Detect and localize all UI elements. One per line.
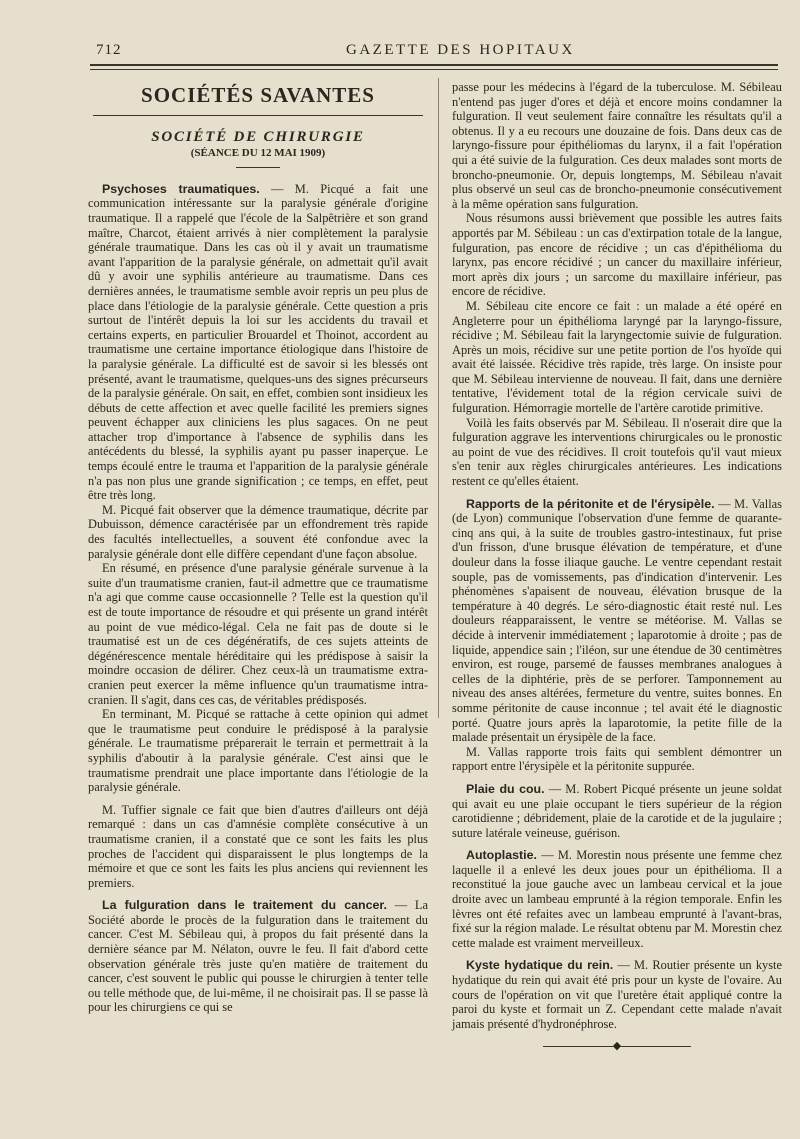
page-number: 712 bbox=[96, 42, 122, 58]
peritonite-paragraph-2: M. Vallas rapporte trois faits qui semblent démontrer un rapport entre l'érysipèle et la péritonite suppurée. bbox=[452, 744, 782, 774]
fulguration-paragraph-1 bbox=[88, 898, 428, 1015]
peritonite-text-1: — M. Vallas (de Lyon) communique l'observation d'une femme de quarante-cinq ans qui, à la suite de troubles gastro-intestinaux, fut prise d'un frisson, d'une brusque élévation de température, et d'une douleur dans la fosse iliaque gauche. Le ventre cependant restait souple, pas de vomissements, pas d'indication d'intervenir. Les phénomènes s'apaisent de nouveau, élévation brusque de la température à 40 degrés. Le séro-diagnostic était resté nul. Les douleurs réapparaissent, le ventre se météorise. M. Vallas se décide à intervenir immédiatement ; laparotomie à droite ; pas de liquide, appendice sain ; l'iléon, sur une étendue de 30 centimètres environ, est rouge, parsemé de fausses membranes analogues à celles de la diphtérie, près de se perforer. Tamponnement au niveau des anses altérées, fermeture du ventre, suites bonnes. En somme péritonite de cause inconnue ; tel avait été le diagnostic porté. Quatre jours après la laparotomie, la petite fille de la malade présentait un érysipèle de la face. bbox=[452, 496, 782, 745]
plaie-paragraph bbox=[452, 782, 782, 840]
fulguration-text-1: — La Société aborde le procès de la fulguration dans le traitement du cancer. C'est M. Sébileau qui, à propos du fait présenté dans la dernière séance par M. Nélaton, ouvre le feu. Il fait d'abord cette observation générale très juste qu'en matière de traitement du cancer, c'est souvent le public qui pousse le chirurgien à tenter telle ou telle méthode que, de lui-même, il ne choisirait pas. Il se passe là pour les chirurgiens ce qui se bbox=[88, 898, 428, 1015]
header-rule bbox=[90, 64, 778, 66]
psychoses-paragraph-4: En terminant, M. Picqué se rattache à cette opinion qui admet que le traumatisme peut conduire le prédisposé à la paralysie générale. Le traumatisme préparerait le terrain et permettrait à la syphilis d'aboutir à la paralysie générale. C'est ainsi que le traumatisme prendrait une place importante dans l'étiologie de la paralysie générale. bbox=[88, 707, 428, 795]
fulguration-heading: La fulguration dans le traitement du cancer. bbox=[102, 898, 387, 913]
journal-title: GAZETTE DES HOPITAUX bbox=[346, 42, 575, 58]
psychoses-paragraph-2: M. Picqué fait observer que la démence traumatique, décrite par Dubuisson, démence caractérisée par un effondrement très rapide des facultés intellectuelles, a souvent été confondue avec la paralysie générale dont elle diffère cependant d'une façon absolue. bbox=[88, 502, 428, 561]
plaie-text: — M. Robert Picqué présente un jeune soldat qui avait eu une plaie occupant le tiers supérieur de la région carotidienne ; débridement, plaie de la carotide et de la jugulaire ; suture latérale veineuse, guérison. bbox=[452, 781, 782, 840]
autoplastie-heading: Autoplastie. bbox=[466, 848, 537, 863]
left-column bbox=[88, 84, 428, 1015]
psychoses-paragraph-1 bbox=[88, 182, 428, 503]
ornament-rule-left bbox=[543, 1046, 613, 1047]
kyste-paragraph bbox=[452, 958, 782, 1031]
plaie-heading: Plaie du cou. bbox=[466, 781, 545, 796]
psychoses-text-1: — M. Picqué a fait une communication intéressante sur la paralysie générale d'origine traumatique. Il a rappelé que l'école de la Salpêtrière et son grand maître, Charcot, étaient arrivés à nier complètement la paralysie générale traumatique. Dans les cas où il y avait un traumatisme avant l'apparition de la paralysie générale, on admettait qu'il avait dû y avoir une syphilis antérieure au traumatisme. Dans ces dernières années, le traumatisme semble avoir repris un peu plus de place dans l'étiologie de la paralysie générale. Cette question a pris surtout de l'intérêt depuis la loi sur les accidents du travail et certains experts, en particulier Brouardel et Thoinot, accordent au traumatisme une certaine importance étiologique dans l'histoire de la paralysie générale. La difficulté est de savoir si les blessés ont présenté, avant le traumatisme, quelques-uns des signes précurseurs de la paralysie générale. On sait, en effet, combien sont insidieux les débuts de cette affection et avec quelle facilité les premiers signes peuvent échapper aux cliniciens les plus sagaces. On ne peut attacher trop d'importance à l'absence de syphilis dans les antécédents du blessé, la syphilis ayant pu passer inaperçue. Le temps écoulé entre le trauma et l'apparition de la paralysie générale n'a pas non plus une grande signification ; ce temps, en effet, peut être très long. bbox=[88, 181, 428, 503]
fulguration-paragraph-2: Nous résumons aussi brièvement que possible les autres faits apportés par M. Sébileau : un cas d'extirpation totale de la langue, fulguration, pas encore de récidive ; un cas d'épithélioma du larynx, pas encore récidivé ; un cancer du maxillaire inférieur, mort après dix jours ; un sarcome du maxillaire inférieur, pas encore de récidive. bbox=[452, 211, 782, 299]
header-rule-thin bbox=[90, 69, 778, 70]
fulguration-paragraph-4: Voilà les faits observés par M. Sébileau. Il n'oserait dire que la fulguration aggrave les interventions chirurgicales ou le pronostic au point de vue des récidives. Il croit toutefois qu'il vaut mieux s'en tenir aux règles chirurgicales antérieures. Les indications restent ce qu'elles étaient. bbox=[452, 415, 782, 489]
kyste-text: — M. Routier présente un kyste hydatique du rein qui avait été pris pour un kyste de l'ovaire. Au cours de l'opération on vit que l'uretère était appliqué contre la paroi du kyste et formait un Z. Cependant cette malade n'avait jamais présenté d'hydronéphrose. bbox=[452, 958, 782, 1031]
peritonite-paragraph-1 bbox=[452, 497, 782, 745]
section-rule bbox=[93, 115, 423, 116]
psychoses-paragraph-5: M. Tuffier signale ce fait que bien d'autres d'ailleurs ont déjà remarqué : dans un cas d'amnésie complète consécutive à un traumatisme cranien, il a constaté que ce sont les faits les plus proches de l'accident qui disparaissent le plus longtemps de la mémoire et que ce sont les faits les plus anciens qui reviennent les premiers. bbox=[88, 802, 428, 890]
column-divider bbox=[438, 78, 439, 718]
end-ornament: ◆ bbox=[452, 1039, 782, 1054]
short-rule bbox=[236, 167, 280, 168]
peritonite-heading: Rapports de la péritonite et de l'érysipèle. bbox=[466, 496, 715, 511]
session-date: (SÉANCE DU 12 MAI 1909) bbox=[190, 147, 326, 160]
autoplastie-text: — M. Morestin nous présente une femme chez laquelle il a enlevé les deux joues pour un épithélioma. Il a reconstitué la joue gauche avec un lambeau cervical et la joue droite avec un lambeau emprunté à la région temporale. Enfin les lèvres ont été refaites avec un lambeau emprunté à l'avant-bras, fixé sur la région malade. Le résultat obtenu par M. Morestin chez cette malade est vraiment merveilleux. bbox=[452, 848, 782, 950]
psychoses-paragraph-3: En résumé, en présence d'une paralysie générale survenue à la suite d'un traumatisme cranien, faut-il admettre que ce traumatisme n'a agi que comme cause occasionnelle ? Telle est la question qu'il est de toute importance de résoudre et qui présente un grand intérêt au point de vue médico-légal. Cela ne fait pas de doute si le traumatisé est un de ces dégénératifs, de ces sujets atteints de dégénérescence mentale héréditaire qui les prédispose à saisir la moindre occasion de délirer. Chez ceux-là un traumatisme extra-cranien peut exercer la même influence qu'un traumatisme intra-cranien. Il s'agit, dans ces cas, de véritables prédisposés. bbox=[88, 561, 428, 707]
fulguration-continued: passe pour les médecins à l'égard de la tuberculose. M. Sébileau n'entend pas juger d'ores et déjà et encore moins condamner la fulguration. Il veut seulement faire connaître les résultats qu'il a obtenus. Il y a eu recours une douzaine de fois. Dans deux cas de laryngo-fissure pour épithéliomas du larynx, il a fait l'opération qui a été suivie de la fulguration. Ces deux malades sont morts de broncho-pneumonie. Or, depuis longtemps, M. Sébileau n'avait plus observé un seul cas de broncho-pneumonie consécutivement à la même opération sans fulguration. bbox=[452, 80, 782, 211]
autoplastie-paragraph bbox=[452, 848, 782, 950]
section-title: SOCIÉTÉS SAVANTES bbox=[141, 83, 375, 107]
fulguration-paragraph-3: M. Sébileau cite encore ce fait : un malade a été opéré en Angleterre pour un épithélioma laryngé par la laryngo-fissure, récidive ; M. Sébileau fait la laryngectomie suivie de fulguration. Après un mois, récidive sur une petite portion de l'os hyoïde qui avait été laissée. Récidive très rapide, très large. On insiste pour que M. Sébileau intervienne de nouveau. Il fait, dans une dernière tentative, l'évidement total de la région cervicale suivi de fulguration. Hémorragie mortelle de l'artère carotide primitive. bbox=[452, 298, 782, 416]
kyste-heading: Kyste hydatique du rein. bbox=[466, 958, 614, 973]
right-column bbox=[452, 80, 782, 1054]
psychoses-heading: Psychoses traumatiques. bbox=[102, 181, 260, 196]
ornament-rule-right bbox=[621, 1046, 691, 1047]
subsection-title: SOCIÉTÉ DE CHIRURGIE bbox=[151, 128, 365, 145]
page-header bbox=[96, 42, 786, 62]
